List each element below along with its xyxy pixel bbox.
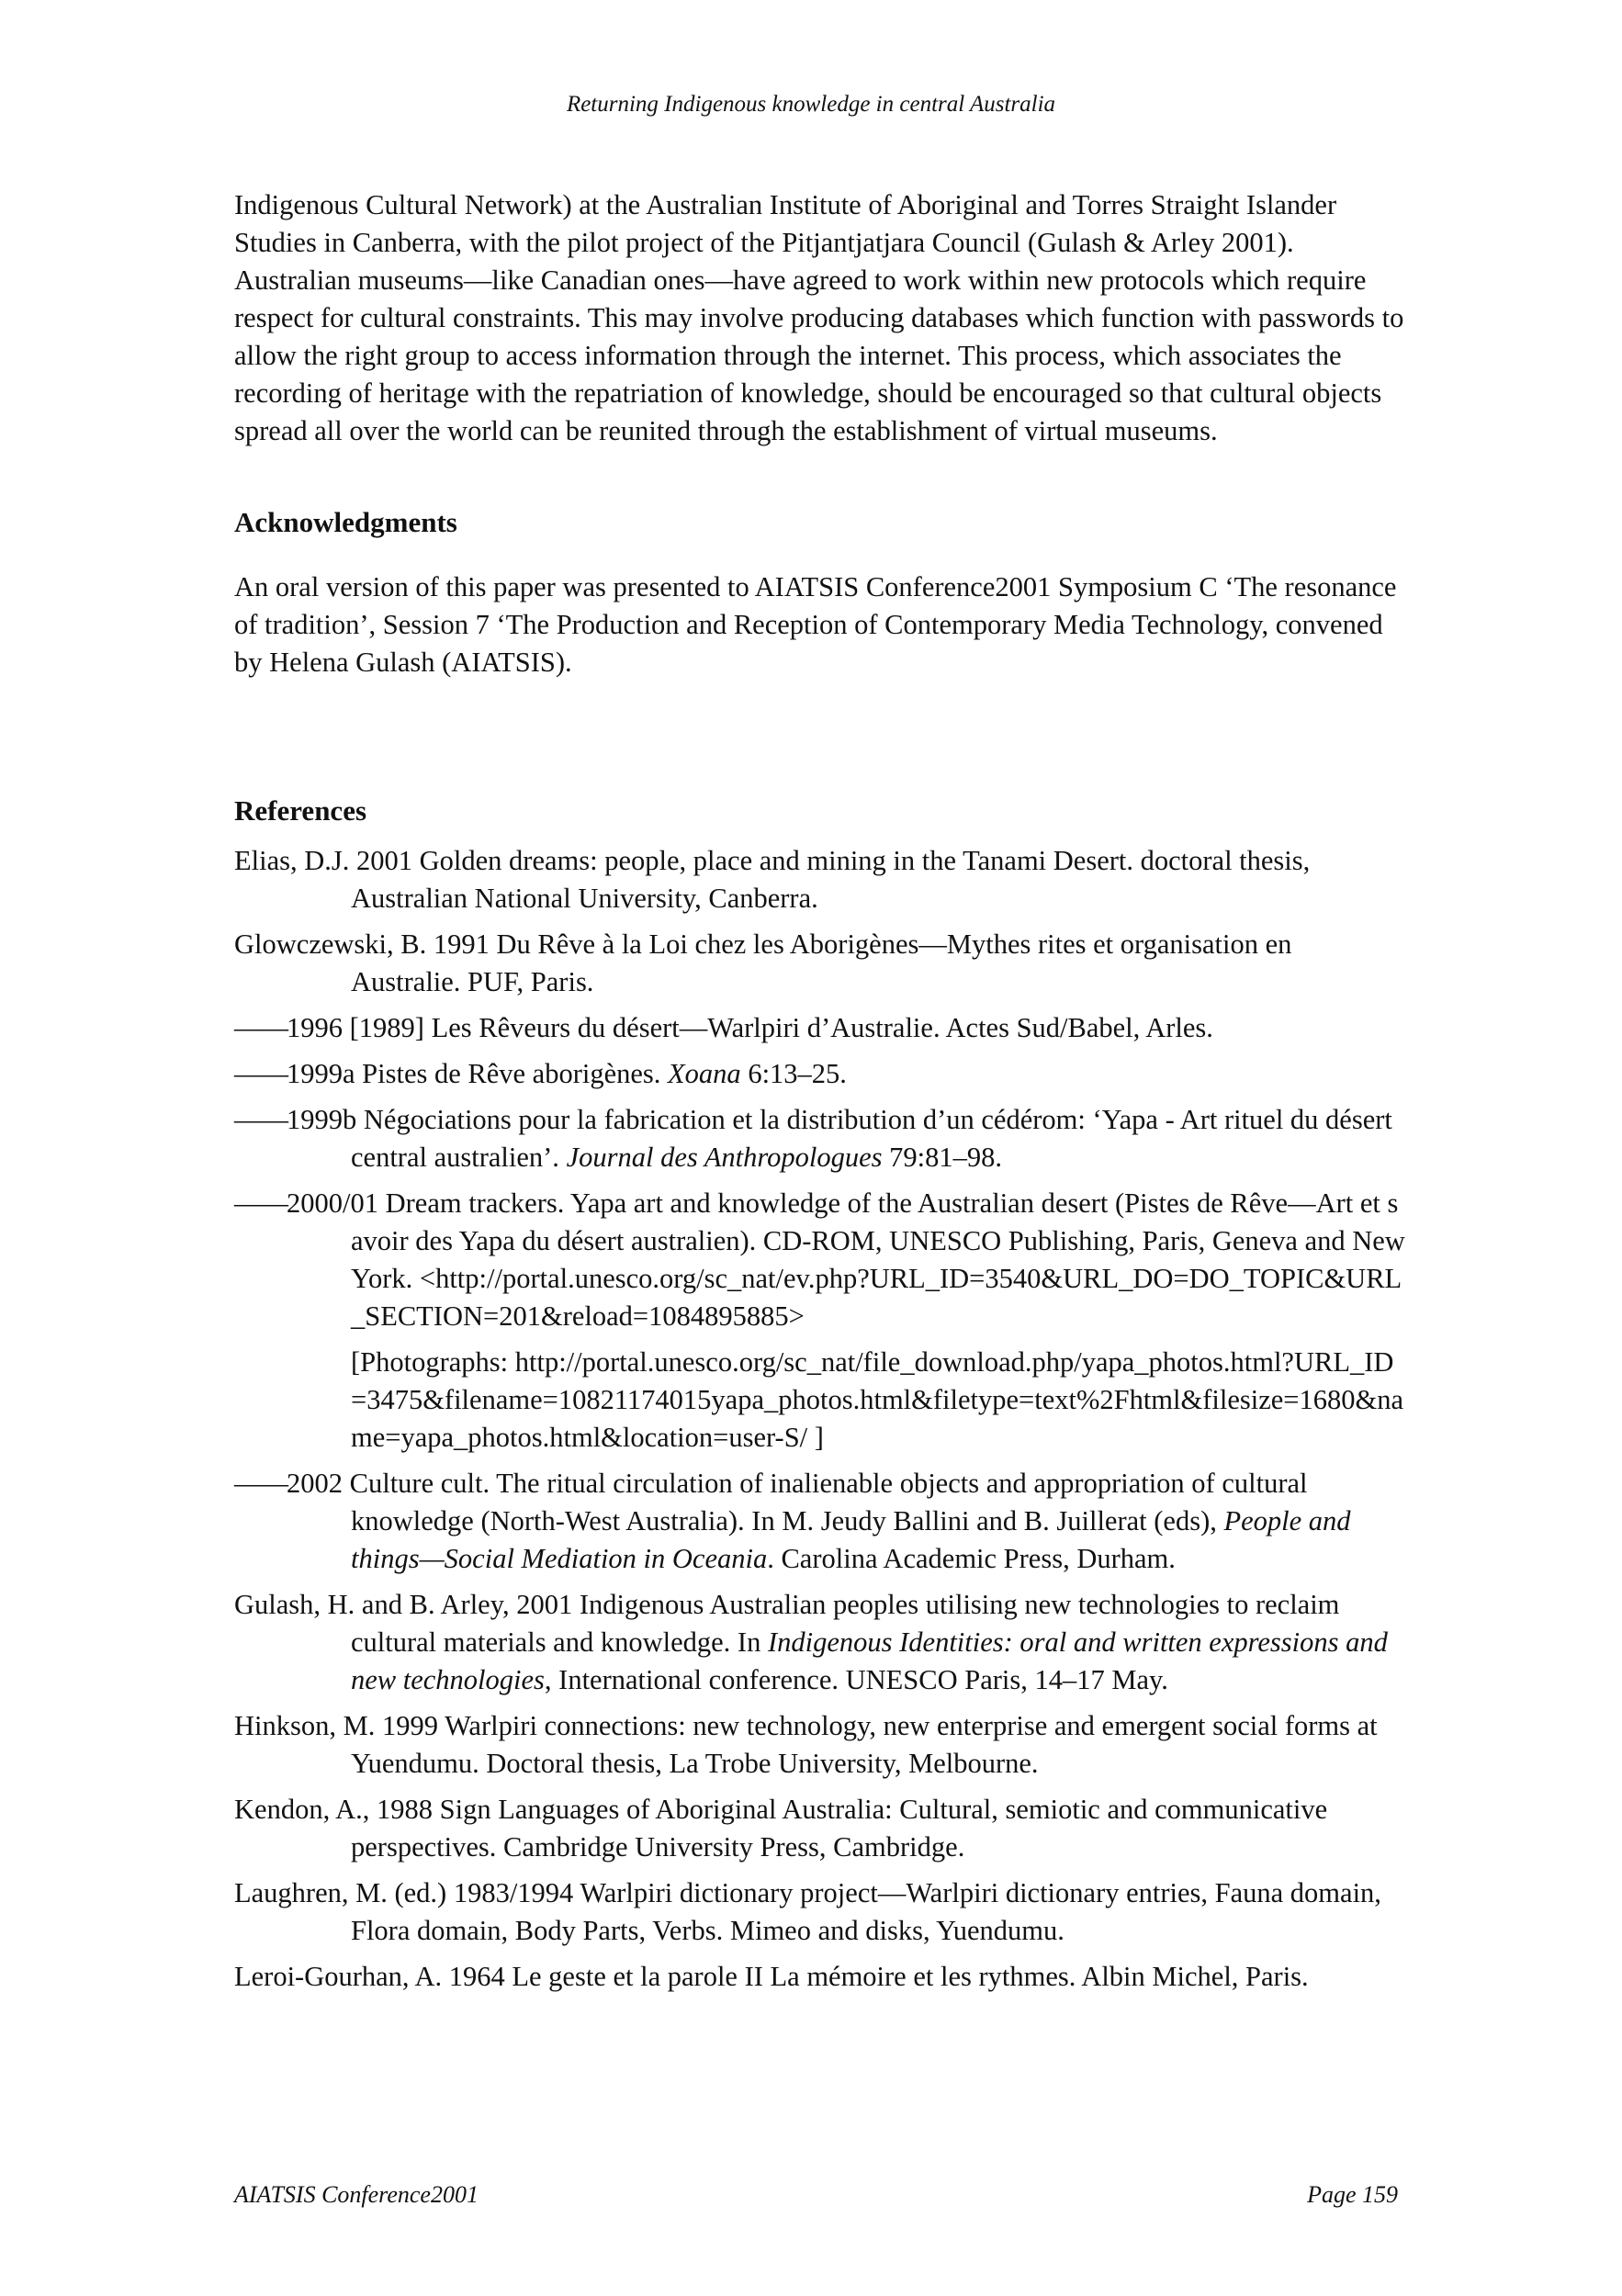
page-content bbox=[234, 186, 1405, 2004]
reference-item: Hinkson, M. 1999 Warlpiri connections: new technology, new enterprise and emergent social forms at Yuendumu. Doctoral thesis, La Trobe University, Melbourne. bbox=[234, 1710, 1378, 1779]
reference-item: ——2002 Culture cult. The ritual circulation of inalienable objects and appropriation of cultural knowledge (North-West Australia). In M. Jeudy Ballini and B. Juillerat (eds), People and things—Social Mediation in Oceania. Carolina Academic Press, Durham. bbox=[234, 1468, 1351, 1574]
reference-item: ——1996 [1989] Les Rêveurs du désert—Warlpiri d’Australie. Actes Sud/Babel, Arles. bbox=[234, 1012, 1213, 1043]
running-header: Returning Indigenous knowledge in central Australia bbox=[566, 92, 1056, 117]
reference-item: Elias, D.J. 2001 Golden dreams: people, place and mining in the Tanami Desert. doctoral thesis, Australian National University, Canberra. bbox=[234, 845, 1311, 914]
reference-item: Leroi-Gourhan, A. 1964 Le geste et la parole II La mémoire et les rythmes. Albin Michel, Paris. bbox=[234, 1961, 1309, 1992]
page-footer bbox=[234, 2181, 1398, 2209]
body-paragraph: Indigenous Cultural Network) at the Australian Institute of Aboriginal and Torres Straight Islander Studies in Canberra, with the pilot project of the Pitjantjatjara Council (Gulash & Arley 2001). Australian museums—like Canadian ones—have agreed to work within new protocols which require respect for cultural constraints. This may involve producing databases which function with passwords to allow the right group to access information through the internet. This process, which associates the recording of heritage with the repatriation of knowledge, should be encouraged so that cultural objects spread all over the world can be reunited through the establishment of virtual museums. bbox=[234, 189, 1404, 446]
acknowledgments-text: An oral version of this paper was presented to AIATSIS Conference2001 Symposium C ‘The resonance of tradition’, Session 7 ‘The Production and Reception of Contemporary Media Technology, convened by Helena Gulash (AIATSIS). bbox=[234, 571, 1397, 678]
reference-item: Laughren, M. (ed.) 1983/1994 Warlpiri dictionary project—Warlpiri dictionary entries, Fauna domain, Flora domain, Body Parts, Verbs. Mimeo and disks, Yuendumu. bbox=[234, 1877, 1381, 1946]
acknowledgments-heading: Acknowledgments bbox=[234, 506, 457, 538]
reference-photographs-note: [Photographs: http://portal.unesco.org/sc_nat/file_download.php/yapa_photos.html?URL_ID=3475&filename=10821174015yapa_photos.html&filetype=text%2Fhtml&filesize=1680&name=yapa_photos.html&location=user-S/ ] bbox=[351, 1346, 1403, 1453]
reference-item: Glowczewski, B. 1991 Du Rêve à la Loi chez les Aborigènes—Mythes rites et organisation en Australie. PUF, Paris. bbox=[234, 929, 1292, 997]
references-heading: References bbox=[234, 794, 367, 827]
reference-item: ——1999a Pistes de Rêve aborigènes. Xoana 6:13–25. bbox=[234, 1058, 847, 1089]
references-list bbox=[234, 842, 1405, 1996]
reference-item: Gulash, H. and B. Arley, 2001 Indigenous Australian peoples utilising new technologies to reclaim cultural materials and knowledge. In Indigenous Identities: oral and written expressions and new technologies, International conference. UNESCO Paris, 14–17 May. bbox=[234, 1589, 1388, 1695]
reference-item: Kendon, A., 1988 Sign Languages of Aboriginal Australia: Cultural, semiotic and communicative perspectives. Cambridge University Press, Cambridge. bbox=[234, 1794, 1328, 1863]
reference-item: ——2000/01 Dream trackers. Yapa art and knowledge of the Australian desert (Pistes de Rêve—Art et savoir des Yapa du désert australien). CD-ROM, UNESCO Publishing, Paris, Geneva and New York. <http://portal.unesco.org/sc_nat/ev.php?URL_ID=3540&URL_DO=DO_TOPIC&URL_SECTION=201&reload=1084895885> [Photographs: http://portal.unesco.org/sc_nat/file_download.php/yapa_photos.html?URL_ID=3475&filename=10821174015yapa_photos.html&filetype=text%2Fhtml&filesize=1680&name=yapa_photos.html&location=user-S/ ] bbox=[234, 1185, 1405, 1457]
reference-item: ——1999b Négociations pour la fabrication et la distribution d’un cédérom: ‘Yapa - Art rituel du désert central australien’. Journal des Anthropologues 79:81–98. bbox=[234, 1104, 1392, 1173]
page-number: Page 159 bbox=[1307, 2181, 1398, 2208]
footer-conference: AIATSIS Conference2001 bbox=[234, 2181, 479, 2208]
